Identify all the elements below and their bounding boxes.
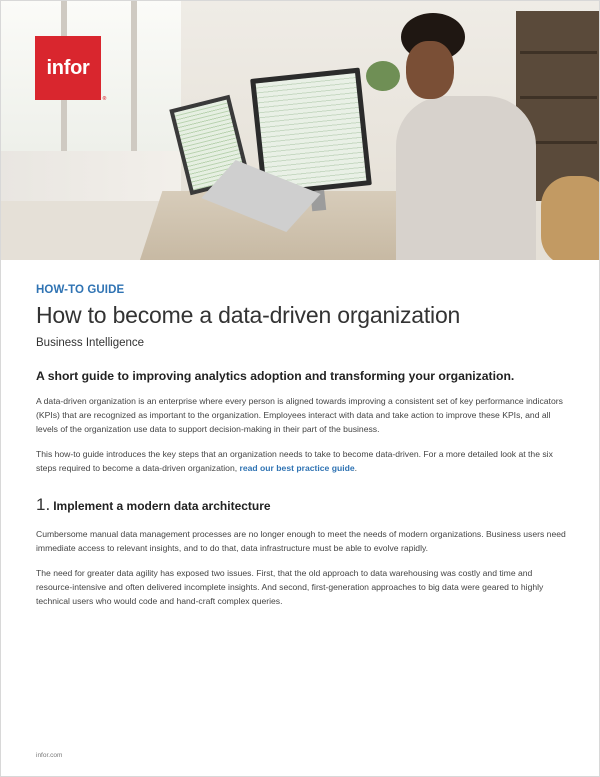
window-frame [131,1,137,151]
best-practice-guide-link[interactable]: read our best practice guide [239,463,355,473]
intro-paragraph-2 [36,447,566,475]
footer-url: infor.com [36,752,63,759]
intro-paragraph-2-end: . [354,463,357,473]
section-number: 1. [36,495,51,514]
person-body-shape [396,96,536,260]
section-1-paragraph-1: Cumbersome manual data management processes are no longer enough to meet the needs of modern organizations. Business users need immediate access to relevant insights, and to do that, data infrastructure must be able to evolve rapidly. [36,529,566,553]
section-heading: Implement a modern data architecture [53,499,271,513]
section-1-header [36,495,566,515]
chair-shape [541,176,600,260]
page-subtitle: Business Intelligence [36,337,145,349]
infor-logo [35,36,106,102]
plant-shape [366,61,400,91]
logo-text: infor [46,56,90,79]
main-content [36,284,566,608]
intro-paragraph-2-text: This how-to guide introduces the key steps that an organization needs to take to become data-driven. For a more detailed look at the six steps required to become a data-driven organization, [36,449,553,473]
intro-paragraph-1: A data-driven organization is an enterprise where every person is aligned towards improving a consistent set of key performance indicators (KPIs) that are recognized as important to the organization. Employees interact with data and take action to improve these KPIs, and all levels of the organization use data to support decision-making in their part of the business. [36,396,563,434]
section-1-paragraph-2: The need for greater data agility has exposed two issues. First, that the old approach to data warehousing was costly and time and resource-intensive and often delivered incomplete insights. And second, first-generation approaches to big data were geared to highly technical users who would code and hand-craft complex queries. [36,568,544,606]
lead-paragraph: A short guide to improving analytics adoption and transforming your organization. [36,369,515,383]
eyebrow-label: HOW-TO GUIDE [36,284,125,296]
page-title: How to become a data-driven organization [36,302,461,328]
logo-registered-mark: ® [102,96,106,102]
person-head-shape [406,41,454,99]
hero-photo [1,1,600,260]
